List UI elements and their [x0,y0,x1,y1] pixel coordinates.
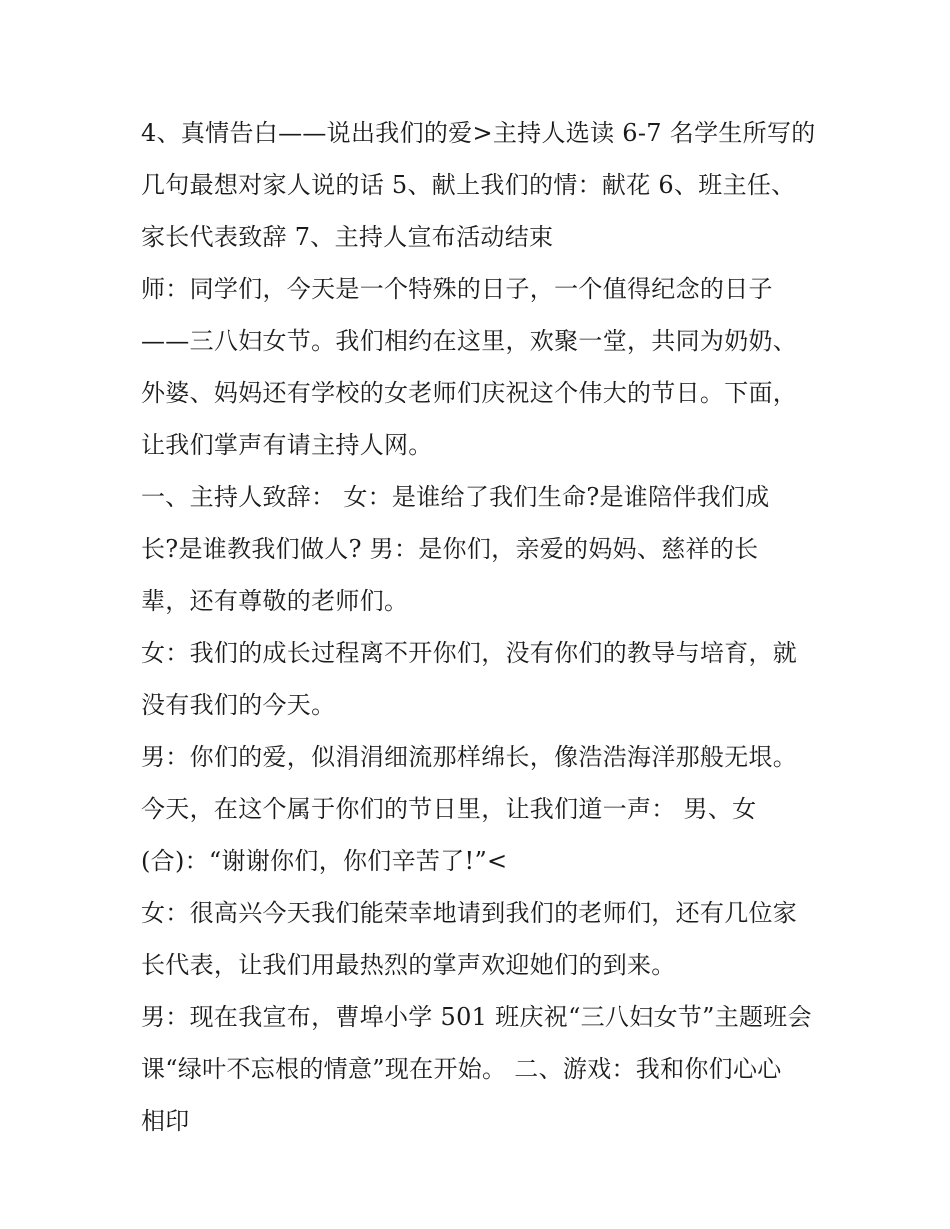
text-line: 今天，在这个属于你们的节日里，让我们道一声： 男、女 [141,795,757,823]
text-line: 家长代表致辞 7、主持人宣布活动结束 [141,223,554,251]
text-line: 男：你们的爱，似涓涓细流那样绵长，像浩浩海洋那般无垠。 [141,743,798,771]
text-line: 一、主持人致辞： 女：是谁给了我们生命?是谁陪伴我们成 [141,483,770,511]
text-line: 外婆、妈妈还有学校的女老师们庆祝这个伟大的节日。下面， [141,379,798,407]
text-line: 辈，还有尊敬的老师们。 [141,587,409,615]
document-body [141,107,831,1147]
text-line: 没有我们的今天。 [141,691,336,719]
text-line: 女：我们的成长过程离不开你们，没有你们的教导与培育，就 [141,639,798,667]
text-line: 几句最想对家人说的话 5、献上我们的情：献花 6、班主任、 [141,171,796,199]
text-line: 相印 [141,1107,190,1135]
text-line: 4、真情告白——说出我们的爱>主持人选读 6-7 名学生所写的 [141,119,816,147]
text-line: 女：很高兴今天我们能荣幸地请到我们的老师们，还有几位家 [141,899,798,927]
text-line: 让我们掌声有请主持人网。 [141,431,433,459]
text-line: ——三八妇女节。我们相约在这里，欢聚一堂，共同为奶奶、 [141,327,798,355]
text-line: (合)：“谢谢你们，你们辛苦了!”< [141,847,508,875]
text-line: 男：现在我宣布，曹埠小学 501 班庆祝“三八妇女节”主题班会 [141,1003,812,1031]
text-line: 长?是谁教我们做人? 男：是你们，亲爱的妈妈、慈祥的长 [141,535,759,563]
text-line: 课“绿叶不忘根的情意”现在开始。 二、游戏：我和你们心心 [141,1055,782,1083]
text-line: 师：同学们，今天是一个特殊的日子，一个值得纪念的日子 [141,275,773,303]
text-line: 长代表，让我们用最热烈的掌声欢迎她们的到来。 [141,951,676,979]
